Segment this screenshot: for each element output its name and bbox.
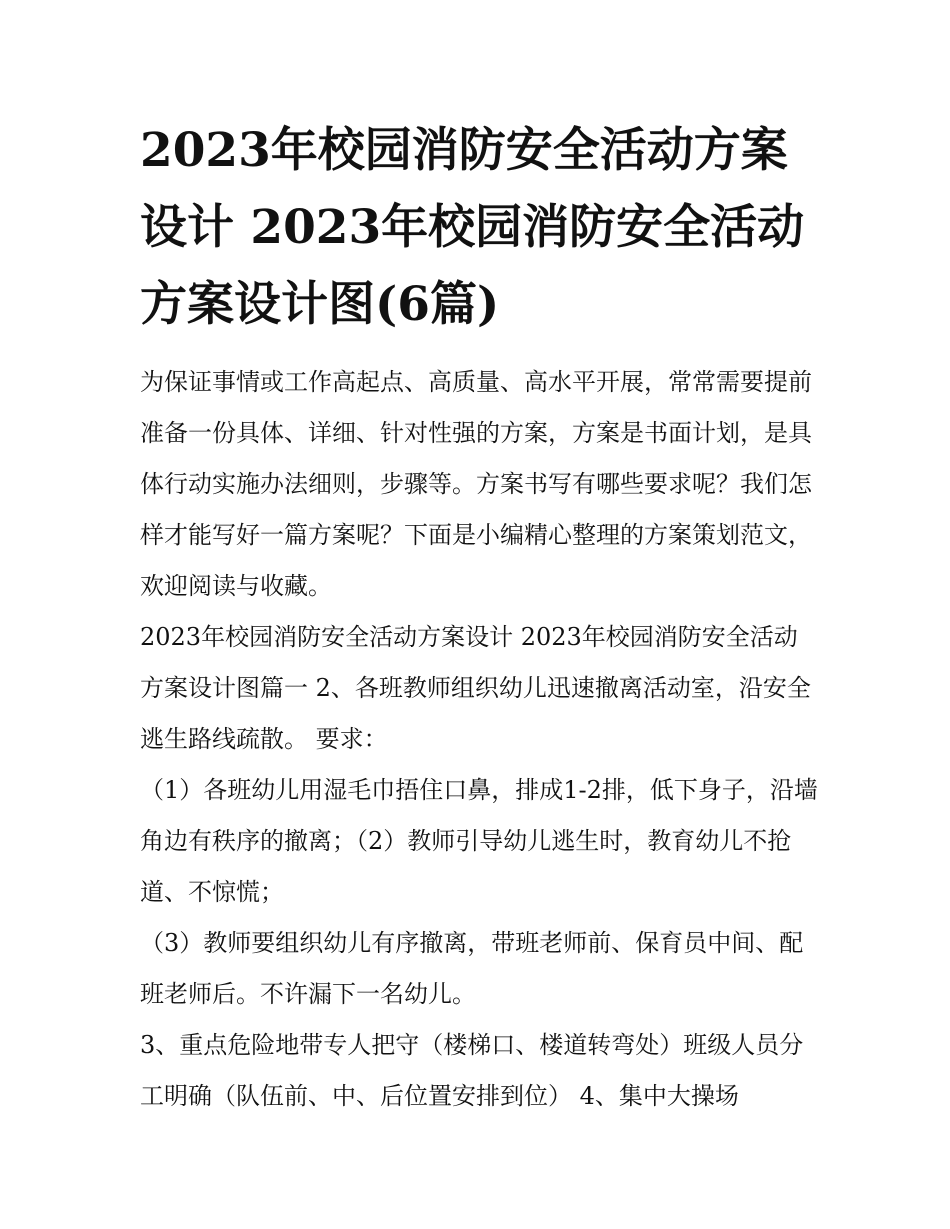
step-paragraph: 3、重点危险地带专人把守（楼梯口、楼道转弯处）班级人员分工明确（队伍前、中、后位置安排到位） 4、集中大操场	[140, 1031, 804, 1110]
section-heading-paragraph: 2023年校园消防安全活动方案设计 2023年校园消防安全活动方案设计图篇一 2、各班教师组织幼儿迅速撤离活动室，沿安全逃生路线疏散。 要求：	[140, 623, 811, 753]
intro-paragraph: 为保证事情或工作高起点、高质量、高水平开展，常常需要提前准备一份具体、详细、针对性强的方案，方案是书面计划，是具体行动实施办法细则，步骤等。方案书写有哪些要求呢？我们怎样才能写好一篇方案呢？下面是小编精心整理的方案策划范文，欢迎阅读与收藏。	[140, 368, 812, 600]
requirement-paragraph-1: （1）各班幼儿用湿毛巾捂住口鼻，排成1-2排，低下身子，沿墙角边有秩序的撤离；（2）教师引导幼儿逃生时，教育幼儿不抢道、不惊慌；	[140, 776, 818, 906]
requirement-paragraph-2: （3）教师要组织幼儿有序撤离，带班老师前、保育员中间、配班老师后。不许漏下一名幼儿。	[140, 929, 804, 1008]
document-body	[140, 112, 820, 1122]
document-title: 2023年校园消防安全活动方案设计 2023年校园消防安全活动方案设计图(6篇)	[140, 123, 805, 332]
